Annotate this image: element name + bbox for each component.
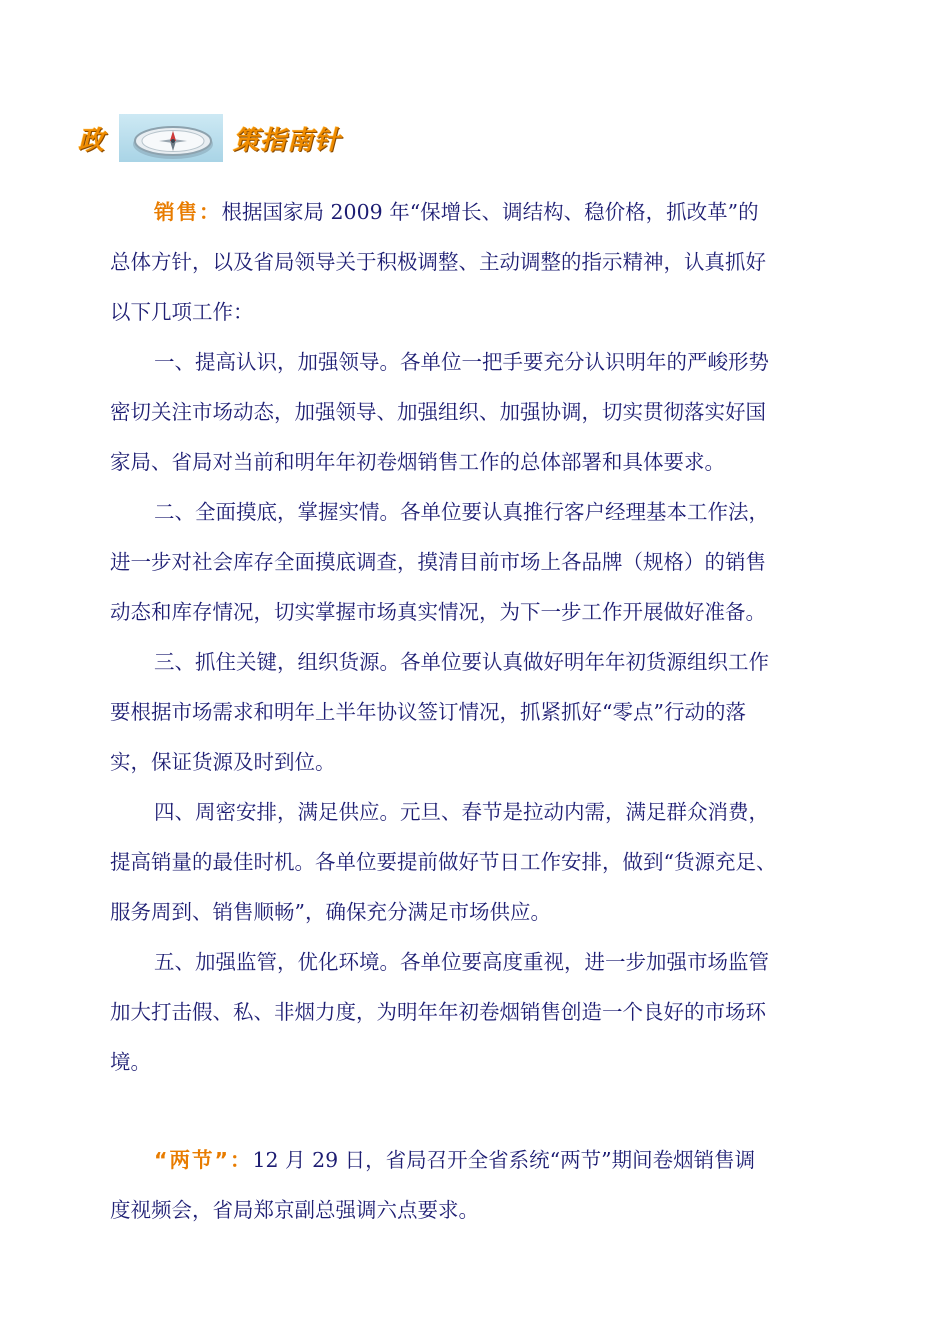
sales-intro-line: 以下几项工作： [110, 300, 254, 324]
item-line: 境。 [110, 1050, 151, 1074]
festival-line: 12 月 29 日，省局召开全省系统“两节”期间卷烟销售调 [252, 1148, 756, 1172]
festival-cont [110, 1185, 850, 1235]
sales-intro [110, 187, 894, 237]
sales-item-1 [110, 337, 850, 487]
item-line: 二、全面摸底，掌握实情。各单位要认真推行客户经理基本工作法， [154, 500, 769, 524]
item-line: 服务周到、销售顺畅”，确保充分满足市场供应。 [110, 900, 551, 924]
festival-section [110, 1135, 894, 1185]
sales-item-2 [110, 487, 850, 637]
item-line: 五、加强监管，优化环境。各单位要高度重视，进一步加强市场监管 [154, 950, 769, 974]
sales-intro-cont [110, 237, 850, 337]
item-line: 三、抓住关键，组织货源。各单位要认真做好明年年初货源组织工作 [154, 650, 769, 674]
item-line: 实，保证货源及时到位。 [110, 750, 336, 774]
festival-label: “两节”： [154, 1148, 253, 1172]
item-line: 动态和库存情况，切实掌握市场真实情况，为下一步工作开展做好准备。 [110, 600, 766, 624]
sales-item-4 [110, 787, 850, 937]
item-line: 四、周密安排，满足供应。元旦、春节是拉动内需，满足群众消费， [154, 800, 769, 824]
title-char-2: 策指南针 [233, 125, 342, 156]
sales-label: 销售： [154, 200, 222, 224]
sales-item-3 [110, 637, 850, 787]
compass-icon [119, 114, 223, 162]
item-line: 一、提高认识，加强领导。各单位一把手要充分认识明年的严峻形势 [154, 350, 769, 374]
item-line: 加大打击假、私、非烟力度，为明年年初卷烟销售创造一个良好的市场环 [110, 1000, 766, 1024]
festival-line: 度视频会，省局郑京副总强调六点要求。 [110, 1198, 479, 1222]
page-title [78, 112, 341, 164]
item-line: 进一步对社会库存全面摸底调查，摸清目前市场上各品牌（规格）的销售 [110, 550, 766, 574]
item-line: 要根据市场需求和明年上半年协议签订情况，抓紧抓好“零点”行动的落 [110, 700, 746, 724]
title-char-1: 政 [78, 125, 106, 156]
item-line: 家局、省局对当前和明年年初卷烟销售工作的总体部署和具体要求。 [110, 450, 725, 474]
item-line: 密切关注市场动态，加强领导、加强组织、加强协调，切实贯彻落实好国 [110, 400, 766, 424]
sales-item-5 [110, 937, 850, 1087]
item-line: 提高销量的最佳时机。各单位要提前做好节日工作安排，做到“货源充足、 [110, 850, 777, 874]
sales-intro-line: 总体方针，以及省局领导关于积极调整、主动调整的指示精神，认真抓好 [110, 250, 766, 274]
sales-intro-line: 根据国家局 2009 年“保增长、调结构、稳价格，抓改革”的 [221, 200, 759, 224]
